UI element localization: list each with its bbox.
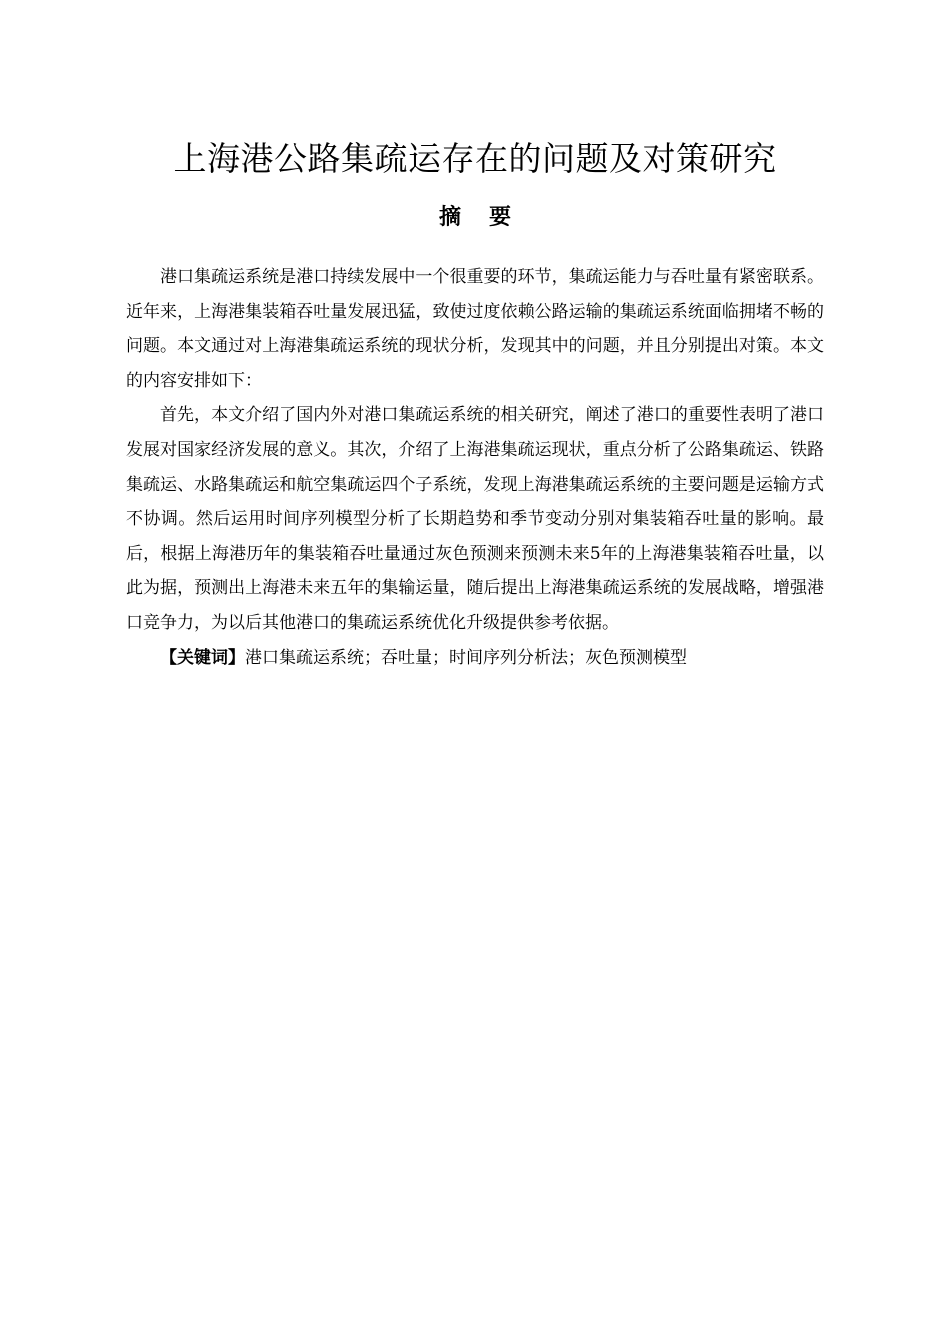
keywords-label: 【关键词】 <box>160 647 245 668</box>
document-title: 上海港公路集疏运存在的问题及对策研究 <box>173 139 777 178</box>
keywords-text: 港口集疏运系统；吞吐量；时间序列分析法；灰色预测模型 <box>245 647 687 668</box>
abstract-body <box>126 260 824 675</box>
abstract-paragraph: 首先，本文介绍了国内外对港口集疏运系统的相关研究，阐述了港口的重要性表明了港口发展对国家经济发展的意义。其次，介绍了上海港集疏运现状，重点分析了公路集疏运、铁路集疏运、水路集疏运和航空集疏运四个子系统，发现上海港集疏运系统的主要问题是运输方式不协调。然后运用时间序列模型分析了长期趋势和季节变动分别对集装箱吞吐量的影响。最后，根据上海港历年的集装箱吞吐量通过灰色预测来预测未来5年的上海港集装箱吞吐量，以此为据，预测出上海港未来五年的集输运量，随后提出上海港集疏运系统的发展战略，增强港口竞争力，为以后其他港口的集疏运系统优化升级提供参考依据。 <box>126 405 824 633</box>
abstract-heading: 摘要 <box>438 205 539 230</box>
keywords-line <box>126 641 824 676</box>
abstract-paragraph: 港口集疏运系统是港口持续发展中一个很重要的环节，集疏运能力与吞吐量有紧密联系。近年来，上海港集装箱吞吐量发展迅猛，致使过度依赖公路运输的集疏运系统面临拥堵不畅的问题。本文通过对上海港集疏运系统的现状分析，发现其中的问题，并且分别提出对策。本文的内容安排如下： <box>126 267 824 391</box>
